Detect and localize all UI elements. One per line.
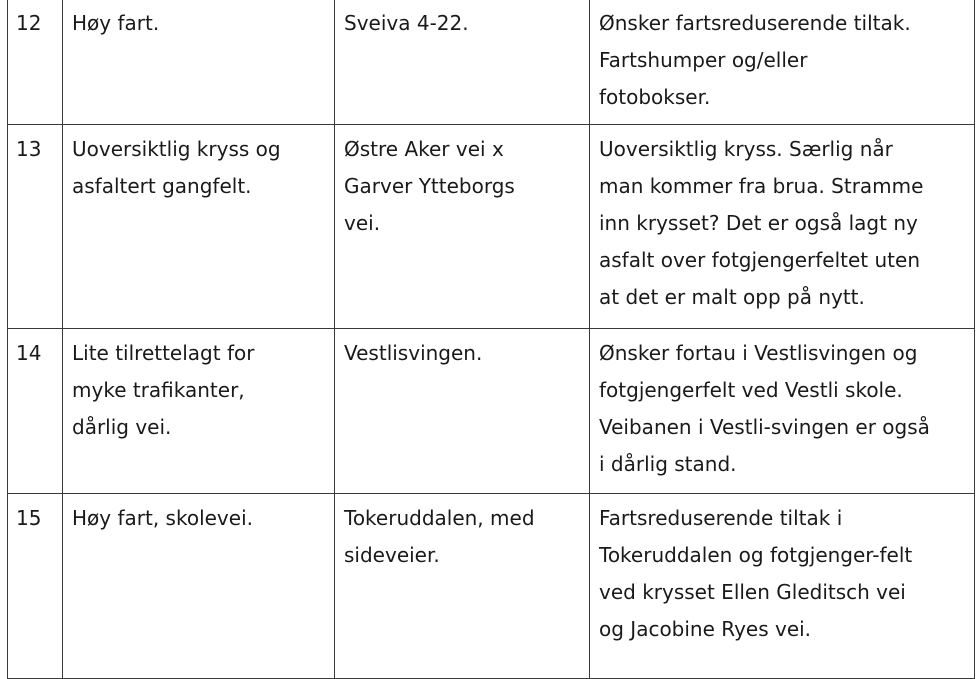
table-row xyxy=(8,0,975,125)
table-row xyxy=(8,329,975,494)
row-number-cell: 14 xyxy=(8,329,63,494)
problem-cell: Høy fart, skolevei. xyxy=(63,494,335,679)
problem-cell: Lite tilrettelagt for myke trafikanter, dårlig vei. xyxy=(63,329,335,494)
traffic-issues-table xyxy=(7,0,975,679)
table-row xyxy=(8,494,975,679)
measure-cell: Uoversiktlig kryss. Særlig når man kommer fra brua. Stramme inn krysset? Det er også lagt ny asfalt over fotgjengerfeltet uten at det er malt opp på nytt. xyxy=(590,125,975,329)
location-cell: Sveiva 4-22. xyxy=(335,0,590,125)
row-number-cell: 12 xyxy=(8,0,63,125)
table-row xyxy=(8,125,975,329)
row-number-cell: 15 xyxy=(8,494,63,679)
measure-cell: Ønsker fortau i Vestlisvingen og fotgjengerfelt ved Vestli skole. Veibanen i Vestli-svingen er også i dårlig stand. xyxy=(590,329,975,494)
row-number-cell: 13 xyxy=(8,125,63,329)
location-cell: Tokeruddalen, med sideveier. xyxy=(335,494,590,679)
problem-cell: Uoversiktlig kryss og asfaltert gangfelt. xyxy=(63,125,335,329)
measure-cell: Ønsker fartsreduserende tiltak. Fartshumper og/eller fotobokser. xyxy=(590,0,975,125)
problem-cell: Høy fart. xyxy=(63,0,335,125)
location-cell: Vestlisvingen. xyxy=(335,329,590,494)
location-cell: Østre Aker vei x Garver Ytteborgs vei. xyxy=(335,125,590,329)
measure-cell: Fartsreduserende tiltak i Tokeruddalen og fotgjenger-felt ved krysset Ellen Gleditsch vei og Jacobine Ryes vei. xyxy=(590,494,975,679)
